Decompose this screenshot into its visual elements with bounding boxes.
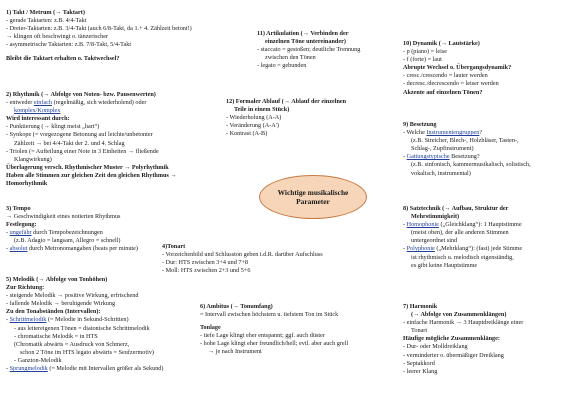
ablauf-line: - Veränderung (A-A') (226, 122, 279, 130)
section-tempo (6, 205, 138, 254)
harmonik-line: Tonart (411, 327, 428, 335)
rhythmik-line: Klangwirkung) (14, 155, 52, 163)
dynamik-line: - p (piano) = leise (403, 48, 448, 56)
section-takt (6, 9, 192, 64)
melodik-line: - chromatische Melodik = in HTS (14, 332, 98, 340)
takt-line: → klingen oft beschwingt o. tänzerischer (6, 33, 109, 41)
rhythmik-line: - Triolen (= Aufteilung einer Note in 3 Einheiten → fließende (6, 147, 159, 155)
section-artikulation (257, 30, 360, 70)
harmonik-line: - einfache Harmonik → 3 Hauptdreiklänge einer (403, 319, 524, 327)
rhythmik-line: Haben alle Stimmen zur gleichen Zeit den gleichen Rhythmus → (6, 171, 177, 179)
dynamik-line: Akzente auf einzelnen Tönen? (403, 88, 483, 96)
tempo-line: Festlegung: (6, 221, 37, 229)
besetzung-line: vokalisch, instrumental) (411, 169, 471, 177)
takt-line: - asymmetrische Taktarten: z.B. 7/8-Takt, 5/4-Takt (6, 41, 132, 49)
rhythmik-line: komplex/Komplex (14, 107, 61, 115)
melodik-heading: 5) Melodik (→ Abfolge von Tonhöhen) (6, 276, 108, 283)
melodik-line: schon 2 Töne im HTS legato abwärts = Seufzermotiv) (20, 348, 154, 356)
artikulation-line: - legato = gebunden (257, 62, 307, 70)
section-besetzung (403, 121, 531, 178)
ablauf-line: - Kontrast (A-B) (226, 130, 268, 138)
tonart-line: - Vorzeichenbild und Schlusston geben i.d.R. darüber Aufschluss (162, 251, 323, 259)
rhythmik-line: - entweder einfach (regelmäßig, sich wiederholend) oder (6, 99, 147, 107)
satztechnik-line: es gibt keine Hauptstimme (411, 261, 478, 269)
tonart-heading: 4)Tonart (162, 243, 186, 250)
artikulation-heading: einzelnen Töne untereinander) (265, 38, 346, 46)
center-title-line1: Wichtige musikalische (277, 188, 349, 197)
melodik-line: Zu den Tonabständen (Intervallen): (6, 308, 101, 316)
besetzung-line: Schlag-, Zupfinstrument) (411, 145, 474, 153)
melodik-line: - aus leitereigenen Tönen = diatonische Schrittmelodik (14, 324, 150, 332)
ablauf-heading: Teile in einem Stück) (234, 106, 290, 114)
tempo-line: (z.B. Adagio = langsam, Allegro = schnell) (14, 237, 121, 245)
tonart-line: - Dur: HTS zwischen 3+4 und 7+8 (162, 259, 249, 267)
dynamik-line: Abrupte Wechsel o. Übergangsdynamik? (403, 64, 512, 72)
satztechnik-line: ist rhythmisch u. melodisch eigenständig, (411, 253, 514, 261)
takt-note: Bleibt die Taktart erhalten o. Taktwechsel? (6, 55, 120, 63)
satztechnik-heading: 8) Satztechnik (→ Aufbau, Struktur der (403, 205, 509, 212)
harmonik-heading: 7) Harmonik (403, 303, 438, 310)
harmonik-line: - leerer Klang (403, 367, 438, 375)
besetzung-line: (z.B. sinfonisch, kammermusikalisch, solistisch, (411, 161, 531, 169)
besetzung-line: - Welche Instrumentengruppen? (403, 129, 483, 137)
section-dynamik (403, 40, 511, 97)
besetzung-line: (z.B. Streicher, Blech-, Holzbläser, Tasten-, (411, 137, 519, 145)
melodik-line: - Sprungmelodik (= Melodie mit Intervallen größer als Sekund) (6, 365, 164, 373)
harmonik-line: - Dur- oder Molldreiklang (403, 343, 468, 351)
satztechnik-line: - Homophonie („Gleichklang“): 1 Hauptstimme (403, 221, 522, 229)
rhythmik-line: - Punktierung (→ klingt meist „hart“) (6, 123, 100, 131)
tempo-heading: 3) Tempo (6, 205, 31, 212)
section-melodik (6, 276, 163, 373)
rhythmik-line: Homorhythmik (6, 180, 48, 188)
harmonik-line: Häufige mögliche Zusammenklänge: (403, 335, 500, 343)
ambitus-heading: 6) Ambitus (→ Tonumfang) (200, 303, 273, 310)
ambitus-line: - hohe Lage klingt eher freundlich/hell; evtl. aber auch grell (200, 340, 349, 348)
satztechnik-line: (meist oben), der alle anderen Stimmen (411, 229, 509, 237)
dynamik-line: - cresc./crescendo = lauter werden (403, 72, 488, 80)
rhythmik-line: Überlagerung versch. Rhythmischer Muster → Polyrhythmik (6, 163, 169, 171)
harmonik-line: - Septakkord (403, 359, 435, 367)
melodik-line: Zur Richtung: (6, 284, 45, 292)
dynamik-heading: 10) Dynamik (→ Lautstärke) (403, 40, 480, 47)
artikulation-line: - staccato = gestoßen; deutliche Trennung (257, 46, 361, 54)
tempo-line: - ungefähr durch Tempobezeichnungen (6, 229, 103, 237)
section-formaler-ablauf (226, 98, 346, 138)
melodik-line: - fallende Melodik → beruhigende Wirkung (6, 300, 116, 308)
ambitus-line: Tonlage (200, 324, 221, 332)
melodik-line: - Schrittmelodik (= Melodie in Sekund-Schritten) (6, 316, 129, 324)
ambitus-line: - tiefe Lage klingt eher entspannt; ggf. auch düster (200, 332, 325, 340)
center-title-line2: Parameter (296, 197, 330, 206)
dynamik-line: - decresc./decrescendo = leiser werden (403, 80, 499, 88)
section-ambitus (200, 303, 348, 357)
harmonik-line: - verminderter o. übermäßiger Dreiklang (403, 351, 504, 359)
ablauf-heading: 12) Formaler Ablauf (→ Ablauf der einzelnen (226, 98, 347, 105)
melodik-line: - Ganzton-Melodik (14, 356, 62, 364)
ambitus-line: → je nach Instrument (208, 348, 262, 356)
rhythmik-heading: 2) Rhythmik (→ Abfolge von Noten- bzw. Pausenwerten) (6, 91, 156, 98)
besetzung-heading: 9) Besetzung (403, 121, 437, 128)
melodik-line: (Chromatik abwärts = Ausdruck von Schmerz, (14, 340, 130, 348)
section-rhythmik (6, 91, 177, 188)
ablauf-line: - Wiederholung (A-A) (226, 114, 282, 122)
tonart-line: - Moll: HTS zwischen 2+3 und 5+6 (162, 267, 251, 275)
section-harmonik (403, 303, 523, 376)
takt-line: - Dreier-Taktarten: z.B. 3/4-Takt (auch 6/8-Takt, da 1.+ 4. Zählzeit betont!) (6, 25, 192, 33)
besetzung-line: - Gattungstypische Besetzung? (403, 153, 480, 161)
tempo-line: - absolut durch Metronomangaben (beats per minute) (6, 245, 138, 253)
melodik-line: - steigende Melodik → positive Wirkung, erfrischend (6, 292, 139, 300)
artikulation-heading: 11) Artikulation (→ Verbinden der (257, 30, 349, 37)
rhythmik-line: Wird interessant durch: (6, 115, 70, 123)
dynamik-line: - f (forte) = laut (403, 56, 442, 64)
section-tonart (162, 243, 323, 275)
takt-heading: 1) Takt / Metrum (→ Taktart) (6, 9, 85, 16)
satztechnik-line: - Polyphonie („Mehrklang“): (fast) jede Stimme (403, 245, 523, 253)
ambitus-line: = Intervall zwischen höchstem u. tiefstem Ton im Stück (200, 311, 339, 319)
harmonik-heading: (→ Abfolge von Zusammenklängen) (411, 311, 507, 319)
rhythmik-line: Zählzeit → bei 4/4-Takt der 2. und 4. Schlag (14, 139, 125, 147)
takt-line: - gerade Taktarten: z.B. 4/4-Takt (6, 17, 87, 25)
rhythmik-line: - Synkope (= vorgezogene Betonung auf leichte/unbetonter (6, 131, 153, 139)
section-satztechnik (403, 205, 522, 270)
center-topic-oval (259, 175, 367, 219)
satztechnik-line: untergeordnet sind (411, 237, 458, 245)
tempo-line: → Geschwindigkeit eines notierten Rhythmus (6, 213, 121, 221)
satztechnik-heading: Mehrstimmigkeit) (411, 213, 460, 221)
artikulation-line: zwischen den Tönen (265, 54, 316, 62)
